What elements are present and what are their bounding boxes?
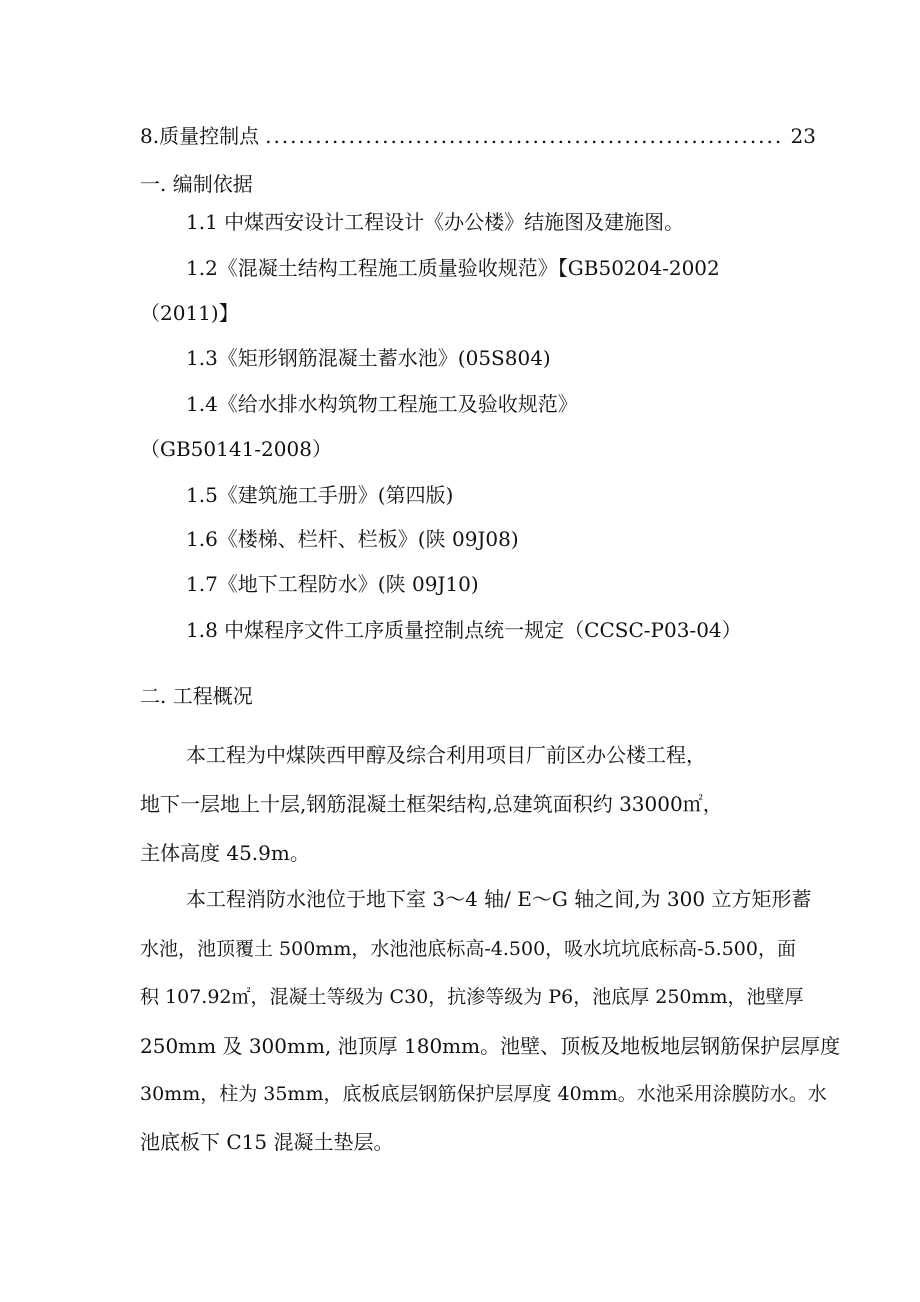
basis-item-continuation: （2011)】 xyxy=(140,301,239,325)
basis-item: 1.7《地下工程防水》(陕 09J10) xyxy=(186,572,479,596)
basis-item: 1.8 中煤程序文件工序质量控制点统一规定（CCSC-P03-04） xyxy=(186,618,742,642)
pool-paragraph-line: 水池，池顶覆土 500mm，水池池底标高-4.500，吸水坑坑底标高-5.500，面 xyxy=(140,938,796,960)
toc-label: 8.质量控制点 xyxy=(140,124,260,148)
basis-item: 1.4《给水排水构筑物工程施工及验收规范》 xyxy=(186,392,578,416)
section-heading-basis: 一. 编制依据 xyxy=(140,172,253,196)
overview-paragraph-line: 地下一层地上十层,钢筋混凝土框架结构,总建筑面积约 33000㎡， xyxy=(140,792,723,816)
toc-leader-dots xyxy=(265,122,784,150)
overview-paragraph-line: 主体高度 45.9m。 xyxy=(140,841,310,865)
pool-paragraph-line: 积 107.92㎡，混凝土等级为 C30，抗渗等级为 P6，池底厚 250mm，池壁厚 xyxy=(140,986,804,1008)
basis-item-continuation: （GB50141-2008） xyxy=(140,437,332,461)
overview-paragraph-line: 本工程为中煤陕西甲醇及综合利用项目厂前区办公楼工程， xyxy=(186,743,706,767)
pool-paragraph-line: 250mm 及 300mm, 池顶厚 180mm。池壁、顶板及地板地层钢筋保护层厚度 xyxy=(140,1034,841,1058)
basis-item: 1.1 中煤西安设计工程设计《办公楼》结施图及建施图。 xyxy=(186,210,685,234)
basis-item: 1.2《混凝土结构工程施工质量验收规范》【GB50204-2002 xyxy=(186,256,720,280)
pool-paragraph-line: 池底板下 C15 混凝土垫层。 xyxy=(140,1130,394,1154)
basis-item: 1.5《建筑施工手册》(第四版) xyxy=(186,483,454,507)
pool-paragraph-line: 30mm，柱为 35mm，底板底层钢筋保护层厚度 40mm。水池采用涂膜防水。水 xyxy=(140,1083,827,1105)
toc-entry xyxy=(140,122,816,150)
toc-page-number: 23 xyxy=(790,124,816,148)
section-heading-overview: 二. 工程概况 xyxy=(140,684,253,708)
basis-item: 1.6《楼梯、栏杆、栏板》(陕 09J08) xyxy=(186,527,519,551)
basis-item: 1.3《矩形钢筋混凝土蓄水池》(05S804) xyxy=(186,346,551,370)
pool-paragraph-line: 本工程消防水池位于地下室 3～4 轴/ E～G 轴之间,为 300 立方矩形蓄 xyxy=(186,887,812,911)
